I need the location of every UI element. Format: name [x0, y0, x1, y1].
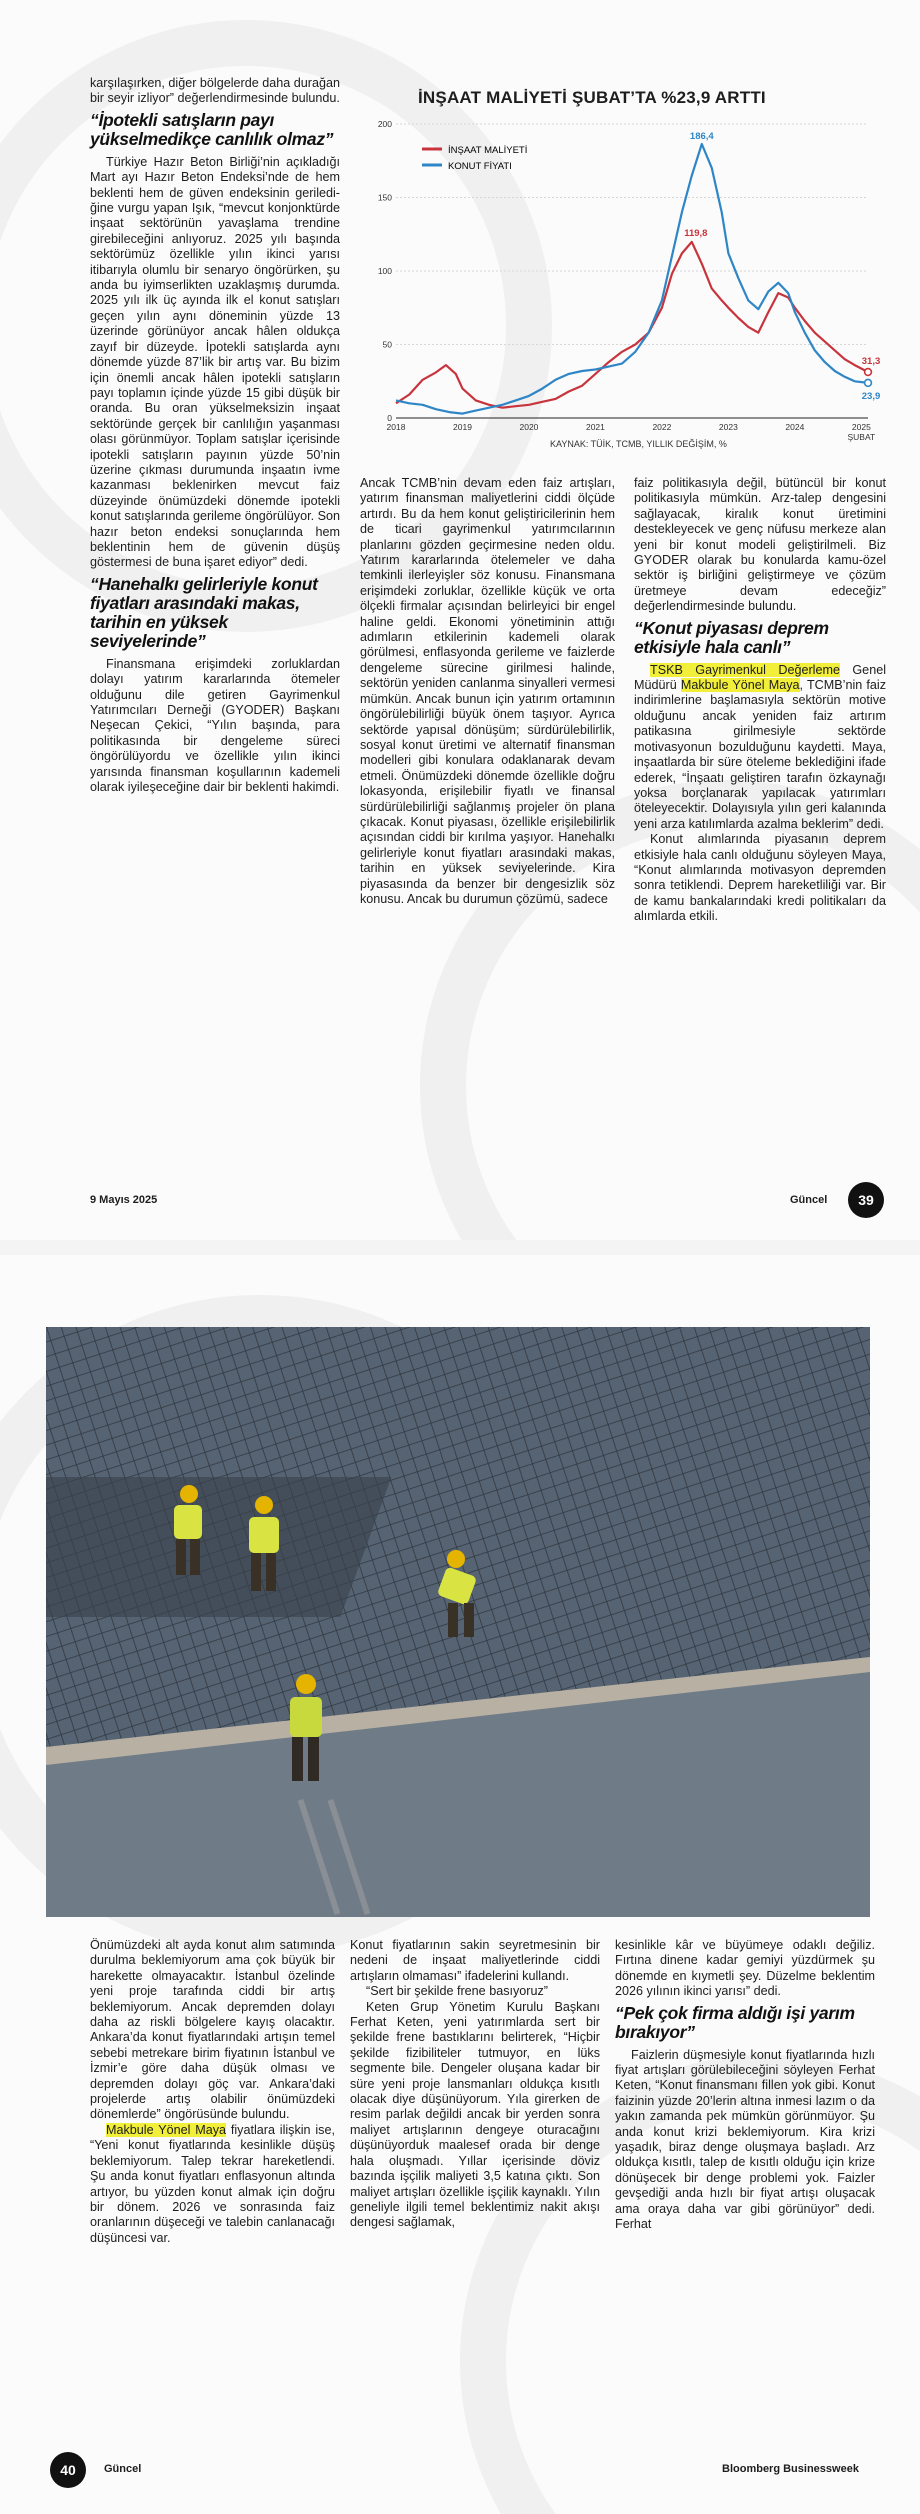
x-tick-label: 2020: [519, 422, 539, 432]
data-label-end-konut: 23,9: [861, 390, 881, 402]
paragraph: Önümüzdeki alt ayda konut alım satımında durulma beklemiyorum ama çok büyük bir harekette olmayacaktır. İstanbul özelinde yeni proje tarafında ciddi bir artış beklemiyorum. Ancak depremden dolayı daha az riskli bölgelere kayış olacaktır. Ankara’da konut fiyatlarındaki artışın temel sebebi metrekare birim fiyatının İstanbul ve İzmir’e göre daha düşük olması ve depremden dolayı göç var. Ankara’daki projelerde artış olabilir önümüzdeki dönemlerde” öngörüsünde bulundu.: [90, 1938, 335, 2122]
paragraph: Konut fiyatlarının sakin seyretmesinin bir nedeni de inşaat maliyetlerinde ciddi artışların olmaması” ifadelerini kullandı.: [350, 1938, 600, 1983]
x-tick-label: ŞUBAT: [847, 432, 876, 442]
end-point-konut: [865, 379, 872, 386]
construction-photo: [46, 1327, 870, 1917]
y-tick-label: 50: [382, 339, 392, 350]
y-tick-label: 100: [377, 266, 392, 276]
highlight-person: Makbule Yönel Maya: [680, 678, 800, 693]
text-run: fiyatlara ilişkin ise, “Yeni konut fiyatlarında kesinlikle düşüş beklemiyorum. Talep tekrar hareketlendi. Şu anda konut fiyatları enflasyonun altında artıyor, bu yüzden konut almak için doğru bir dönem. 2026 ve sonrasında faiz oranlarının düşeceği ve talebin canlanacağı düşüncesi var.: [90, 2122, 335, 2245]
x-tick-label: 2019: [453, 422, 472, 432]
footer-section: Güncel: [104, 2463, 142, 2475]
construction-illustration: [46, 1327, 870, 1917]
series-line-insaat: [396, 242, 868, 408]
data-label-peak-konut: 186,4: [689, 130, 714, 142]
paragraph: Finansmana erişimdeki zorluklardan dolayı yatırım kararlarında ötemeler olduğunu dile getiren Gayrimenkul Yatırımcıları Derneği (GYODER) Başkanı Neşecan Çekici, “Yılın başında, para politikasında bir dengeleme süreci öngörülüyordu ve özellikle yılın ikinci yarısında finansman koşullarının kademeli olarak iyileşeceğine dair bir beklenti hakimdi.: [90, 656, 340, 795]
line-chart: [370, 100, 890, 452]
series-line-konut: [396, 144, 868, 414]
text-run: , TCMB’nin faiz indirimlerine başlamasıyla sektörün motive olduğunu ancak yeniden faiz artırım patikasına girilmesiyle sektörde motivasyonun bozulduğunu kaydetti. Maya, inşaatlarda bir süre öteleme beklediğini ifade ederek, “İnşaatı geliştiren tarafın özkaynağı yoksa borçlanarak yapılacak yatırımları öteleyecektir. Dolayısıyla yılın geri kalanında yeni arza katılımlarda azalma beklerim” dedi.: [634, 678, 886, 831]
magazine-page-39: [0, 0, 920, 1240]
y-tick-label: 200: [377, 119, 392, 129]
data-label-end-insaat: 31,3: [861, 355, 881, 367]
footer-brand: Bloomberg Businessweek: [722, 2463, 859, 2475]
page39-column-2: [360, 476, 615, 907]
legend-label-insaat: İNŞAAT MALİYETİ: [448, 145, 528, 156]
paragraph: faiz politikasıyla değil, bütüncül bir konut politikasıyla mümkün. Arz-talep dengesini sağlayacak, kiralık konut üretimini destekleyecek ve genç nüfusu merkeze alan yeni bir konut modeli geliştirilmeli. Biz GYODER olarak bu konularda kamu-özel sektör iş birliğini geliştirmeye ve çözüm üretmeye devam edeceğiz” değerlendirmesinde bulundu.: [634, 476, 886, 614]
subheading-hanehalki: “Hanehalkı gelirleriyle konut fiyatları arasındaki makas, tarihin en yüksek seviyelerinde”: [90, 573, 318, 651]
x-tick-label: 2024: [785, 422, 805, 432]
paragraph: “Sert bir şekilde frene basıyoruz”: [366, 1984, 548, 1999]
paragraph: [634, 663, 886, 832]
subheading-deprem: “Konut piyasası deprem etkisiyle hala canlı”: [634, 617, 829, 657]
y-tick-label: 150: [377, 192, 392, 203]
page-number: 40: [50, 2452, 86, 2488]
page40-column-2: [350, 1938, 600, 2231]
end-point-insaat: [865, 369, 872, 376]
paragraph: [90, 2123, 335, 2246]
footer-date: 9 Mayıs 2025: [90, 1194, 158, 1206]
page39-column-3: [634, 476, 886, 925]
page39-column-1: [90, 76, 340, 795]
chart-title: İNŞAAT MALİYETİ ŞUBAT’TA %23,9 ARTTI: [418, 88, 766, 107]
chart-source: KAYNAK: TÜİK, TCMB, YILLIK DEĞİŞİM, %: [550, 439, 727, 449]
chart-legend: [422, 145, 527, 172]
subheading-yarim: “Pek çok firma aldığı işi yarım bırakıyor”: [615, 2002, 855, 2042]
paragraph: Ancak TCMB’nin devam eden faiz artışları, yatırım finansman maliyetlerini ciddi ölçüde artırdı. Bu da hem konut geliştiricilerinin hem de ticari gayrimenkul yatırımcılarının planlarını gözden geçirmesine neden oldu. Yatırım kararlarında ötelemeler ve daha temkinli ilerleyişler söz konusu. Finansmana erişimdeki zorluklar, özellikle küçük ve orta ölçekli firmalar açısından belirleyici bir engel haline geldi. Ekonomi yönetiminin attığı adımların etkilerinin kademeli olarak görülmesi, enflasyonda gerileme ve faizlerde dengeleme sürecine girilmesi halinde, sektörün yeniden canlanma sinyalleri vermesi mümkün. Ancak bunun için yatırım ortamının öngörülebilirliği büyük önem taşıyor. Ayrıca sektörde yapısal dönüşüm; sürdürülebilirlik, sosyal konut üretimi ve alternatif finansman modelleri gibi konulara odaklanarak devam etmeli. Önümüzdeki dönemde özellikle doğru lokasyonda, erişilebilir fiyatlı ve finansal sürdürülebilirliği sağlanmış projeler ön plana çıkacak. Konut piyasası, özellikle erişilebilirlik açısından ciddi bir kırılma yaşıyor. Hanehalkı gelirleriyle konut fiyatları arasındaki makas, tarihin en yüksek seviyelerinde. Kira piyasasında da benzer bir dengesizlik söz konusu. Ancak bu durumun çözümü, sadece: [360, 476, 615, 906]
intro-text: karşılaşırken, diğer bölgelerde daha durağan bir seyir izliyor” değerlendirmesinde bulundu.: [90, 76, 340, 106]
paragraph: Faizlerin düşmesiyle konut fiyatlarında hızlı fiyat artışları görülebileceğini söyleyen Ferhat Keten, “Konut finansmanı fillen yok gibi. Konut faizinin yüzde 20’lerin altına inmesi lazım o da yakın zamanda pek mümkün görünmüyor. Şu anda konut krizi beklemiyorum. Kira krizi yaşadık, biraz denge oluşmaya başladı. Arz oldukça kısıtlı, talep de kısıtlı olduğu için krize dönüşecek bir denge problemi yok. Faizler gevşediği anda hızlı bir fiyat artışı oluşacak ama oraya daha var gibi görünüyor” dedi. Ferhat: [615, 2047, 875, 2232]
page-number: 39: [848, 1182, 884, 1218]
x-tick-label: 2018: [386, 422, 406, 432]
paragraph: Konut alımlarında piyasanın deprem etkisiyle hala canlı olduğunu söyleyen Maya, “Konut alımlarında motivasyon depremden sonra tetiklendi. Deprem hareketliliği var. Bir de kamu bankalarındaki kredi politikaları da alımlarda etkili.: [634, 832, 886, 924]
highlight-person: Makbule Yönel Maya: [106, 2122, 227, 2137]
paragraph: Türkiye Hazır Beton Birliği’nin açıkladığı Mart ayı Hazır Beton Endeksi’nde de hem beklenti hem de güven endeksinin geriledi-ğine vurgu yapan Işık, “mevcut konjonktürde inşaat sektörünün yavaşlama trendine girebileceğini anlıyoruz. 2025 yılı başında sektörümüz özellikle yılın ikinci yarısı itibarıyla olumlu bir senaryo öngörürken, şu anda bu iyimserlikten uzaklaşmış durumda. 2025 yılı ilk üç ayında ilk el konut satışları geçen yılın aynı döneminin yüzde 13 üzerinde görünüyor ancak hâlen oldukça zayıf bir düzeyde. İpotekli satışlarda aynı dönemde yüzde 87’lik bir artış var. Bu bizim için önemli ancak hâlen ipotekli satışların payı toplamın içinde yüzde 15 gibi düşük bir oranda. Bu oran yükselmeksizin inşaat sektöründe gerçek bir canlılığın yaşanması olası görünmüyor. Toplam satışlar içerisinde ipotekli satışların payının yüzde 50’nin üzerine çıkması durumunda inşaatın ivme kazanması beklenirken mevcut faiz düzeyinde önümüzdeki dönemde ipotekli konut satışlarında gerileme öngörülüyor. Son hazır beton endeksi sonuçlarında hem beklentinin hem de güvenin düşüş göstermesi de buna işaret ediyor” dedi.: [90, 154, 340, 570]
page40-column-1: [90, 1938, 335, 2246]
x-tick-label: 2022: [652, 422, 672, 432]
paragraph: kesinlikle kâr ve büyümeye odaklı değiliz. Fırtına dinene kadar gemiyi yüzdürmek şu dönemde en kıymetli şey. Düzelme beklentim 2026 yılının ikinci yarısı” dedi.: [615, 1938, 875, 1999]
y-tick-label: 0: [387, 413, 392, 423]
x-tick-label: 2021: [585, 422, 605, 432]
subheading-ipotekli: “İpotekli satışların payı yükselmedikçe canlılık olmaz”: [90, 109, 334, 149]
x-tick-label: 2023: [718, 422, 738, 432]
footer-section: Güncel: [790, 1194, 828, 1206]
paragraph: Keten Grup Yönetim Kurulu Başkanı Ferhat Keten, yeni yatırımlarda sert bir şekilde frene bastıklarını belirterek, “Hiçbir şekilde fizibiliteler tutmuyor, en lüks segmente bile. Dengeler oluşana kadar bir süre yeni proje lansmanları oldukça kısıtlı olacak diye düşünüyorum. Yıla girerken de resim parlak değildi ancak bir yerden sonra maliyet artışlarının dengeye oturacağını düşünüyorduk maalesef orada bir denge hala oluşmadı. Yıllar içerisinde döviz bazında işçilik maliyeti 3,5 katına çıktı. Son maliyet artışları özellikle işçilik kaynaklı. Yılın geneliyle ilgili temel beklentimiz nakit akışı dengesi sağlamak,: [350, 1999, 600, 2230]
legend-label-konut: KONUT FİYATI: [448, 161, 512, 172]
data-label-peak-insaat: 119,8: [684, 227, 708, 239]
text-run: Genel Müdürü: [634, 662, 886, 693]
x-tick-label: 2025: [851, 422, 871, 432]
page40-column-3: [615, 1938, 875, 2233]
highlight-company: TSKB Gayrimenkul Değerleme: [650, 662, 840, 677]
